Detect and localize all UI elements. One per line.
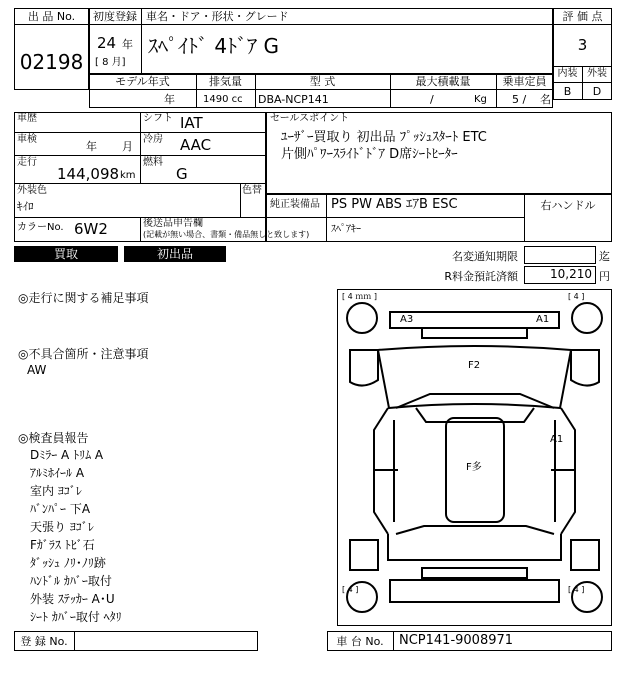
name-change-label: 名変通知期限 [452, 250, 518, 263]
report-line: ｱﾙﾐﾎｲｰﾙ A [30, 466, 85, 480]
equip-label: 純正装備品 [270, 199, 320, 210]
shift: IAT [180, 114, 203, 132]
color-no: 6W2 [74, 220, 108, 238]
handle: 右ハンドル [540, 199, 596, 212]
defects-label: ◎不具合箇所・注意事項 [18, 347, 149, 361]
report-line: ﾊﾝﾄﾞﾙ ｶﾊﾞｰ取付 [30, 574, 112, 588]
body-color: ｷｲﾛ [17, 200, 34, 213]
first-listing-tag: 初出品 [124, 246, 226, 262]
report-line: Fｶﾞﾗｽ ﾄﾋﾞ石 [30, 538, 95, 552]
exterior-label: 外装 [587, 68, 607, 79]
recycle-label: R料金預託済額 [444, 270, 518, 283]
recycle-fee: 10,210 [550, 267, 592, 281]
color-no-label: カラーNo. [17, 222, 64, 233]
report-line: 天張り ﾖｺﾞﾚ [30, 520, 94, 534]
mark-a1-side: A1 [550, 434, 564, 445]
report-line: Dﾐﾗｰ A ﾄﾘﾑ A [30, 448, 104, 462]
report-line: ﾊﾞﾝﾊﾟｰ 下A [30, 502, 91, 516]
tire-rear-left: [ 4 ] [342, 585, 359, 594]
report-line: ﾀﾞｯｼｭ ﾉﾘ･ﾉﾘ跡 [30, 556, 106, 570]
inspection-month-unit: 月 [122, 140, 133, 153]
report-line: ｼｰﾄ ｶﾊﾞｰ取付 ﾍﾀﾘ [30, 610, 122, 624]
mileage-unit: km [120, 170, 136, 181]
reg-no-label: 登 録 No. [20, 635, 68, 648]
model-year-label: モデル年式 [115, 75, 170, 88]
displacement-label: 排気量 [209, 75, 242, 88]
capacity: 5 / [512, 93, 527, 106]
docs-note: (記載が無い場合、書類・備品無しと致します) [143, 230, 310, 239]
load-slash: / [430, 93, 434, 106]
sales-label: セールスポイント [270, 113, 350, 124]
car-name: ｽﾍﾟｲﾄﾞ 4ﾄﾞｱ G [148, 34, 279, 58]
history-label: 車歴 [17, 113, 37, 124]
mark-a3: A3 [400, 314, 414, 325]
mark-f2: F2 [468, 360, 481, 371]
equip: PS PW ABS ｴｱB ESC [331, 197, 458, 212]
recycle-unit: 円 [599, 270, 610, 283]
name-change-unit: 迄 [599, 250, 610, 263]
aircon: AAC [180, 136, 212, 154]
mileage-label: 走行 [17, 157, 37, 168]
tire-front-left: [ 4 ｍｍ ] [342, 292, 377, 301]
fuel: G [176, 165, 188, 183]
inspection-year-unit: 年 [86, 140, 97, 153]
car-outline [338, 290, 611, 625]
lot-number: 02198 [19, 50, 84, 74]
chassis-no: NCP141-9008971 [399, 633, 514, 648]
shift-label: シフト [143, 113, 173, 124]
spare-key: ｽﾍﾟｱｷｰ [331, 224, 361, 235]
mileage: 144,098 [57, 165, 120, 183]
color-label: 外装色 [17, 185, 47, 196]
tire-rear-right: [ 4 ] [568, 585, 585, 594]
displacement: 1490 cc [203, 94, 243, 105]
aircon-label: 冷房 [143, 134, 163, 145]
model-year-unit: 年 [164, 93, 175, 106]
first-reg-year: 24 [97, 34, 117, 52]
score-label: 評 価 点 [562, 10, 603, 23]
first-reg-month: [ 8 月] [95, 57, 126, 68]
report-line: 外装 ｽﾃｯｶｰ A･U [30, 592, 115, 606]
defects: AW [27, 363, 47, 377]
first-reg-label: 初度登録 [93, 10, 137, 23]
buy-tag: 買取 [14, 246, 118, 262]
docs-label: 後送品申告欄 [143, 218, 203, 229]
car-diagram [337, 289, 612, 626]
load-label: 最大積載量 [415, 75, 471, 88]
type: DBA-NCP141 [258, 93, 329, 106]
inspector-label: ◎検査員報告 [18, 431, 89, 445]
sales-line-2: 片側ﾊﾟﾜｰｽﾗｲﾄﾞﾄﾞｱ D席ｼｰﾄﾋｰﾀｰ [281, 147, 458, 162]
interior-score: B [563, 85, 572, 98]
capacity-unit: 名 [540, 93, 551, 106]
inspection-label: 車検 [17, 134, 37, 145]
driving-notes-label: ◎走行に関する補足事項 [18, 291, 149, 305]
type-label: 型 式 [309, 75, 336, 88]
report-line: 室内 ﾖｺﾞﾚ [30, 484, 82, 498]
chassis-label: 車 台 No. [336, 635, 384, 648]
car-name-label: 車名・ドア・形状・グレード [146, 10, 289, 23]
first-reg-year-unit: 年 [122, 38, 133, 51]
overall-score: 3 [577, 36, 588, 54]
exterior-score: D [592, 85, 602, 98]
name-change-box [524, 246, 596, 264]
sales-line-1: ﾕｰｻﾞｰ買取り 初出品 ﾌﾟｯｼｭｽﾀｰﾄ ETC [281, 130, 487, 145]
mark-f-many: F多 [466, 462, 482, 473]
load-unit: Kg [474, 94, 487, 105]
mark-a1-front: A1 [536, 314, 550, 325]
color-change-label: 色替 [242, 185, 262, 196]
lot-label: 出 品 No. [27, 10, 76, 23]
capacity-label: 乗車定員 [502, 75, 547, 88]
tire-front-right: [ 4 ] [568, 292, 585, 301]
fuel-label: 燃料 [143, 157, 163, 168]
interior-label: 内装 [557, 68, 578, 79]
